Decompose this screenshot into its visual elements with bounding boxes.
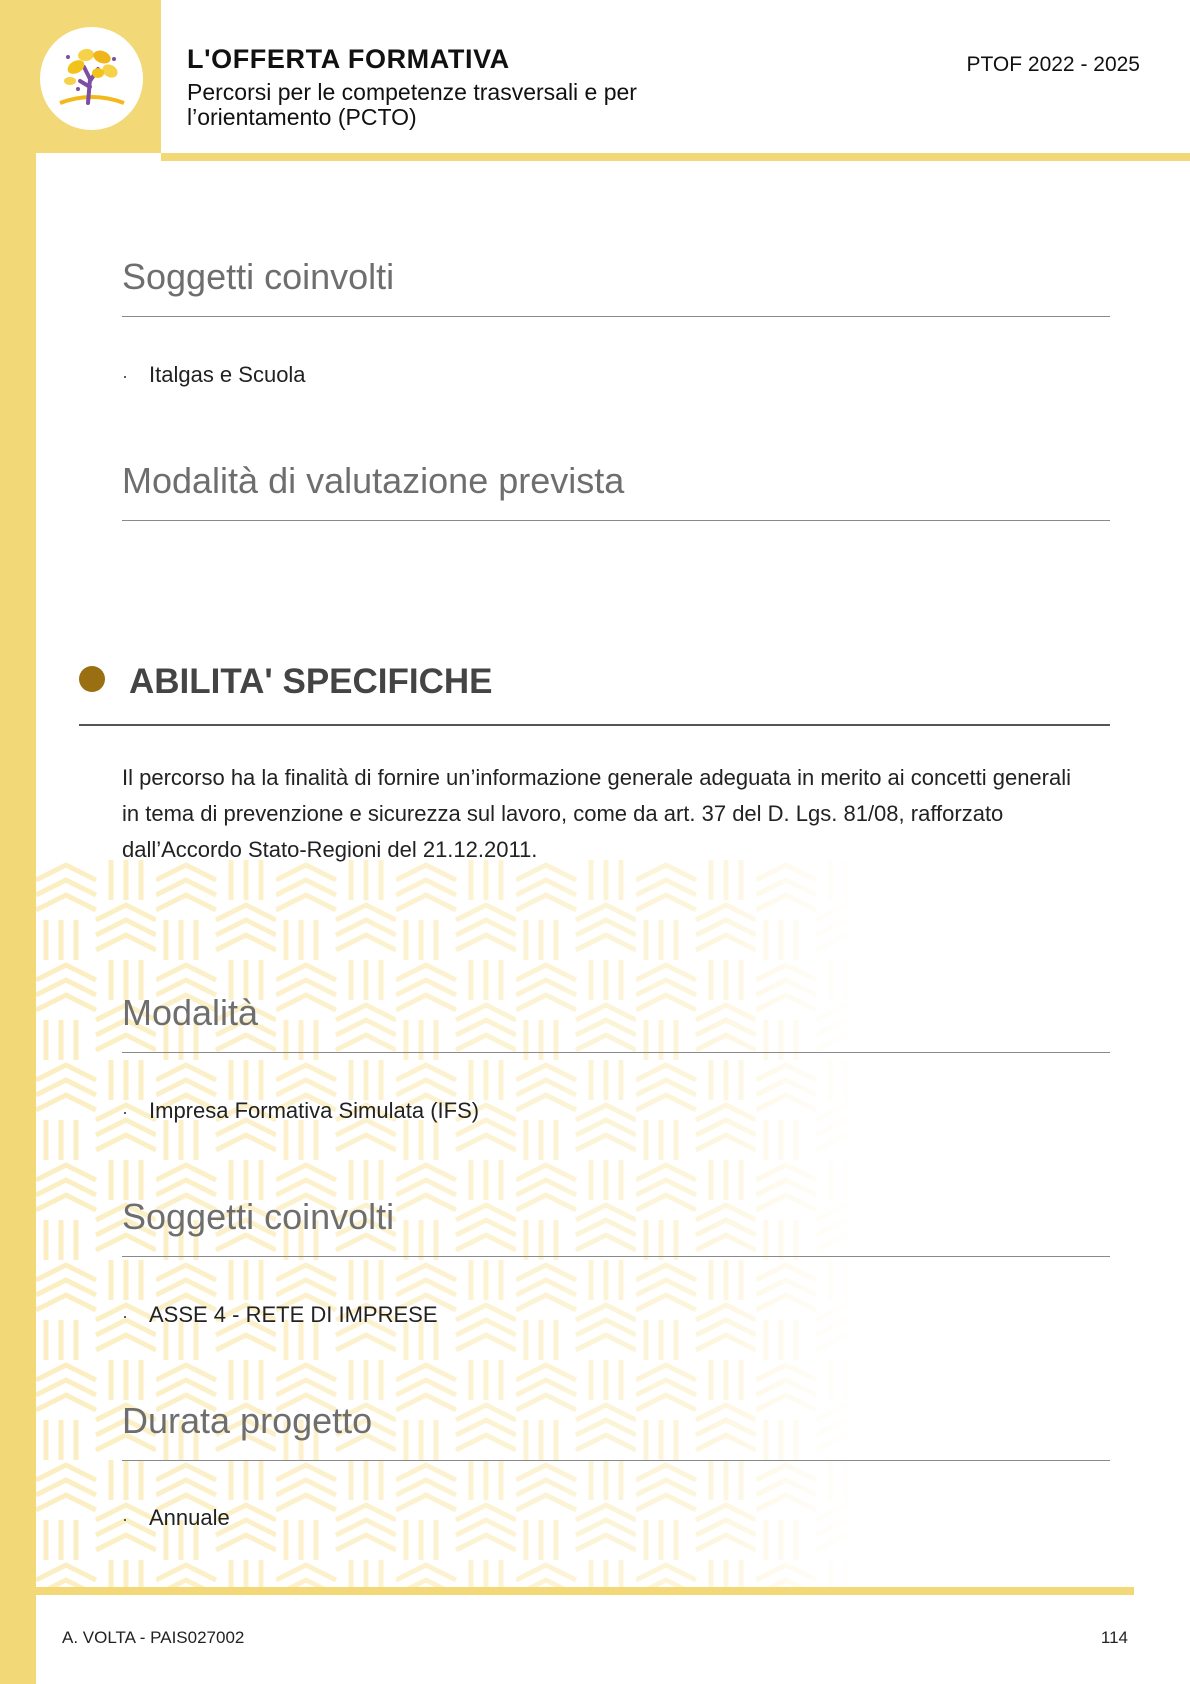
list-item-text: Italgas e Scuola	[149, 362, 306, 387]
list-item	[122, 1505, 230, 1531]
footer-divider	[36, 1587, 1134, 1595]
section-heading-text: ABILITA' SPECIFICHE	[129, 662, 493, 701]
logo-badge	[40, 27, 143, 130]
section-heading-valutazione: Modalità di valutazione prevista	[122, 460, 1110, 521]
page-title: L'OFFERTA FORMATIVA	[187, 44, 510, 74]
list-item-text: Impresa Formativa Simulata (IFS)	[149, 1098, 480, 1123]
page-subtitle: Percorsi per le competenze trasversali e per l’orientamento (PCTO)	[187, 79, 637, 130]
bullet-dot: ·	[122, 1306, 128, 1326]
list-item	[122, 1098, 479, 1124]
logo-panel	[0, 0, 161, 153]
page-number: 114	[1100, 1628, 1128, 1647]
list-item-text: ASSE 4 - RETE DI IMPRESE	[149, 1302, 438, 1327]
left-color-band	[0, 0, 36, 1684]
section-heading-durata: Durata progetto	[122, 1400, 1110, 1461]
list-item	[122, 362, 306, 388]
bullet-dot: ·	[122, 1509, 128, 1529]
section-heading-soggetti-2: Soggetti coinvolti	[122, 1196, 1110, 1257]
section-heading-modalita: Modalità	[122, 992, 1110, 1053]
section-heading-soggetti: Soggetti coinvolti	[122, 256, 1110, 317]
list-item-text: Annuale	[149, 1505, 230, 1530]
header-divider	[161, 153, 1190, 161]
list-item	[122, 1302, 438, 1328]
section-heading-abilita	[79, 662, 1110, 726]
bullet-dot: ·	[122, 366, 128, 386]
footer-school-code: A. VOLTA - PAIS027002	[62, 1628, 245, 1647]
ptof-label: PTOF 2022 - 2025	[966, 53, 1140, 76]
abilita-paragraph: Il percorso ha la finalità di fornire un’informazione generale adeguata in merito ai concetti generali in tema di prevenzione e sicurezza sul lavoro, come da art. 37 del D. Lgs. 81/08, rafforzato dall’Accordo Stato-Regioni del 21.12.2011.	[122, 765, 1071, 862]
tree-logo-icon	[54, 41, 130, 117]
section-dot-icon	[79, 666, 105, 692]
bullet-dot: ·	[122, 1102, 128, 1122]
